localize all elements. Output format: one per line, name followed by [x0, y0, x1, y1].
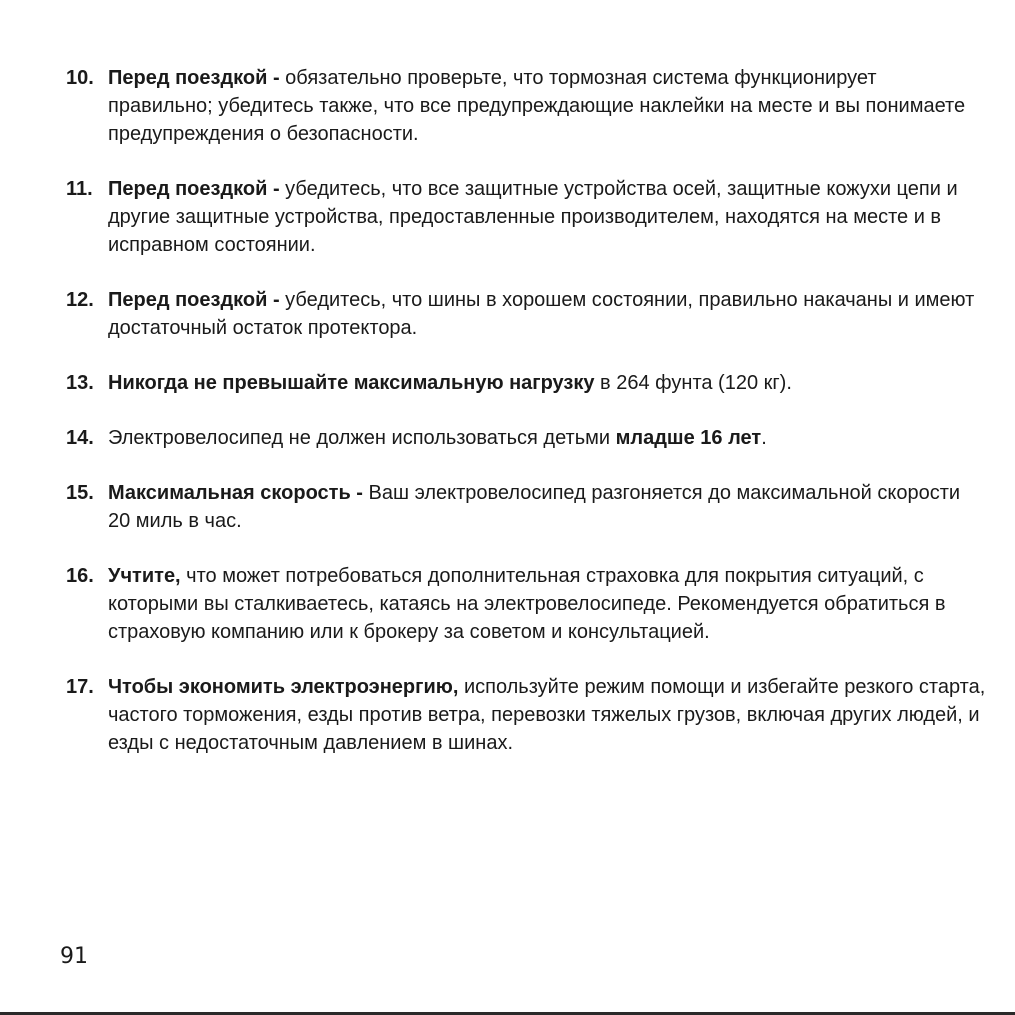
item-text	[108, 286, 986, 342]
item-number: 12.	[66, 289, 94, 311]
list-item-16	[66, 562, 986, 646]
item-lead: Перед поездкой -	[108, 289, 280, 311]
item-number: 11.	[66, 178, 93, 200]
page-number: 91	[60, 944, 88, 969]
item-number: 16.	[66, 565, 94, 587]
item-body: обязательно проверьте, что тормозная система функционирует правильно; убедитесь также, что все предупреждающие наклейки на месте и вы понимаете предупреждения о безопасности.	[108, 67, 966, 145]
item-lead: Учтите,	[108, 565, 181, 587]
item-text	[108, 424, 986, 452]
list-item-12	[66, 286, 986, 342]
item-text	[108, 175, 986, 259]
item-body: убедитесь, что все защитные устройства осей, защитные кожухи цепи и другие защитные устройства, предоставленные производителем, находятся на месте и в исправном состоянии.	[108, 178, 958, 256]
item-text	[108, 64, 986, 148]
list-item-17	[66, 673, 986, 757]
item-text	[108, 673, 986, 757]
list-item-11	[66, 175, 986, 259]
item-body: в 264 фунта (120 кг).	[594, 372, 792, 394]
item-number: 17.	[66, 676, 94, 698]
list-item-15	[66, 479, 986, 535]
item-body: Электровелосипед не должен использоваться детьми	[108, 427, 616, 449]
item-lead: Никогда не превышайте максимальную нагрузку	[108, 372, 595, 394]
item-body: убедитесь, что шины в хорошем состоянии, правильно накачаны и имеют достаточный остаток протектора.	[108, 289, 975, 339]
item-tail: .	[761, 427, 767, 449]
item-lead: Чтобы экономить электроэнергию,	[108, 676, 459, 698]
list-item-10	[66, 64, 986, 148]
item-number: 10.	[66, 67, 94, 89]
item-body: используйте режим помощи и избегайте резкого старта, частого торможения, езды против ветра, перевозки тяжелых грузов, включая других людей, и езды с недостаточным давлением в шинах.	[108, 676, 986, 754]
list-item-13	[66, 369, 986, 397]
item-lead: Перед поездкой -	[108, 67, 280, 89]
item-text	[108, 479, 986, 535]
safety-list	[66, 64, 986, 784]
item-emphasis: младше 16 лет	[615, 427, 762, 449]
item-number: 15.	[66, 482, 94, 504]
item-lead: Перед поездкой -	[108, 178, 280, 200]
item-number: 14.	[66, 427, 94, 449]
item-number: 13.	[66, 372, 94, 394]
item-lead: Максимальная скорость -	[108, 482, 363, 504]
list-item-14	[66, 424, 986, 452]
item-text	[108, 562, 986, 646]
item-body: что может потребоваться дополнительная страховка для покрытия ситуаций, с которыми вы сталкиваетесь, катаясь на электровелосипеде. Рекомендуется обратиться в страховую компанию или к брокеру за советом и консультацией.	[108, 565, 946, 643]
item-text	[108, 369, 986, 397]
item-body: Ваш электровелосипед разгоняется до максимальной скорости 20 миль в час.	[108, 482, 961, 532]
